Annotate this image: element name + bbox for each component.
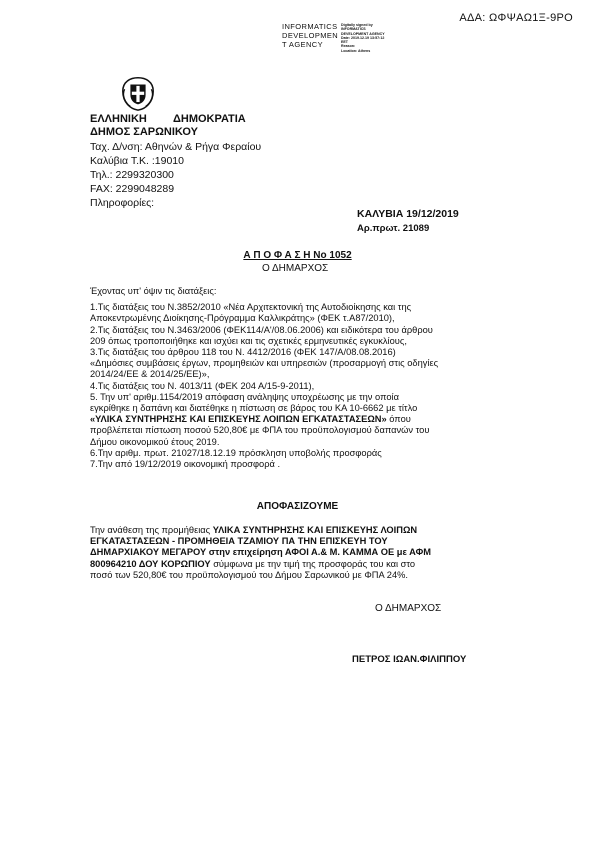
place-date: ΚΑΛΥΒΙΑ 19/12/2019 (357, 208, 459, 220)
signature-stamp-label: INFORMATICS DEVELOPMEN T AGENCY (282, 22, 339, 49)
fax-line: FAX: 2299048289 (90, 183, 175, 195)
address-line: Ταχ. Δ/νση: Αθηνών & Ρήγα Φεραίου (90, 141, 262, 153)
signature-stamp-details: Digitally signed by INFORMATICS DEVELOPMENT AGENCY Date: 2019.12.19 13:57:12 EET Reason: Location: Athens (341, 23, 385, 53)
ada-code: ΑΔΑ: ΩΦΨΑΩ1Ξ-9ΡΟ (459, 12, 573, 24)
greek-coat-of-arms-icon (119, 74, 157, 112)
mayor-heading: Ο ΔΗΜΑΡΧΟΣ (262, 263, 329, 274)
decide-heading: ΑΠΟΦΑΣΙΖΟΥΜΕ (256, 501, 339, 512)
mayor-signature-title: Ο ΔΗΜΑΡΧΟΣ (375, 603, 442, 614)
phone-line: Τηλ.: 2299320300 (90, 169, 174, 181)
considerations-text: Έχοντας υπ' όψιν τις διατάξεις: 1.Τις διατάξεις του Ν.3852/2010 «Νέα Αρχιτεκτονική της Αυτοδιοίκησης και της Αποκεντρωμένης Διοίκησης-Πρόγραμμα Καλλικράτης» (ΦΕΚ τ.Α87/2010), 2.Τις διατάξεις του Ν.3463/2006 (ΦΕΚ114/Α'/08.06.2006) και ειδικότερα του άρθρου 209 όπως τροποποιήθηκε και ισχύει και τις σχετικές ερμηνευτικές εγκυκλίους, 3.Τις διατάξεις του άρθρου 118 του Ν. 4412/2016 (ΦΕΚ 147/Α/08.08.2016) «Δημόσιες συμβάσεις έργων, προμηθειών και υπηρεσιών (προσαρμογή στις οδηγίες 2014/24/ΕΕ & 2014/25/ΕΕ)», 4.Τις διατάξεις του Ν. 4013/11 (ΦΕΚ 204 Α/15-9-2011), 5. Την υπ' αριθμ.1154/2019 απόφαση ανάληψης υποχρέωσης με την οποία εγκρίθηκε η δαπάνη και διατέθηκε η πίστωση σε βάρος του ΚΑ 10-6662 με τίτλο «ΥΛΙΚΑ ΣΥΝΤΗΡΗΣΗΣ ΚΑΙ ΕΠΙΣΚΕΥΗΣ ΛΟΙΠΩΝ ΕΓΚΑΤΑΣΤΑΣΕΩΝ» όπου προβλέπεται πίστωση ποσού 520,80€ με ΦΠΑ του προϋπολογισμού δαπανών του Δήμου οικονομικού έτους 2019. 6.Την αριθμ. πρωτ. 21027/18.12.19 πρόσκληση υποβολής προσφοράς 7.Την από 19/12/2019 οικονομική προσφορά . (90, 286, 439, 470)
information-line: Πληροφορίες: (90, 197, 155, 209)
document-header (90, 113, 246, 139)
signatory-name: ΠΕΤΡΟΣ ΙΩΑΝ.ΦΙΛΙΠΠΟΥ (352, 654, 467, 665)
contact-info (90, 140, 261, 210)
decision-title: Α Π Ο Φ Α Σ Η Νο 1052 (243, 250, 352, 261)
decision-text: Την ανάθεση της προμήθειας ΥΛΙΚΑ ΣΥΝΤΗΡΗΣΗΣ ΚΑΙ ΕΠΙΣΚΕΥΗΣ ΛΟΙΠΩΝ ΕΓΚΑΤΑΣΤΑΣΕΩΝ - ΠΡΟΜΗΘΕΙΑ ΤΖΑΜΙΟΥ ΠΑ ΤΗΝ ΕΠΙΣΚΕΥΗ ΤΟΥ ΔΗΜΑΡΧΙΑΚΟΥ ΜΕΓΑΡΟΥ στην επιχείρηση ΑΦΟΙ Α.& Μ. ΚΑΜΜΑ ΟΕ με ΑΦΜ 800964210 ΔΟΥ ΚΟΡΩΠΙΟΥ σύμφωνα με την τιμή της προσφοράς του και στο ποσό των 520,80€ του προϋπολογισμού του Δήμου Σαρωνικού με ΦΠΑ 24%. (90, 525, 431, 580)
municipality-name: ΔΗΜΟΣ ΣΑΡΩΝΙΚΟΥ (90, 126, 198, 138)
country-name: ΕΛΛΗΝΙΚΗ ΔΗΜΟΚΡΑΤΙΑ (90, 113, 246, 125)
postcode-line: Καλύβια Τ.Κ. :19010 (90, 155, 184, 167)
protocol-number: Αρ.πρωτ. 21089 (357, 223, 430, 234)
